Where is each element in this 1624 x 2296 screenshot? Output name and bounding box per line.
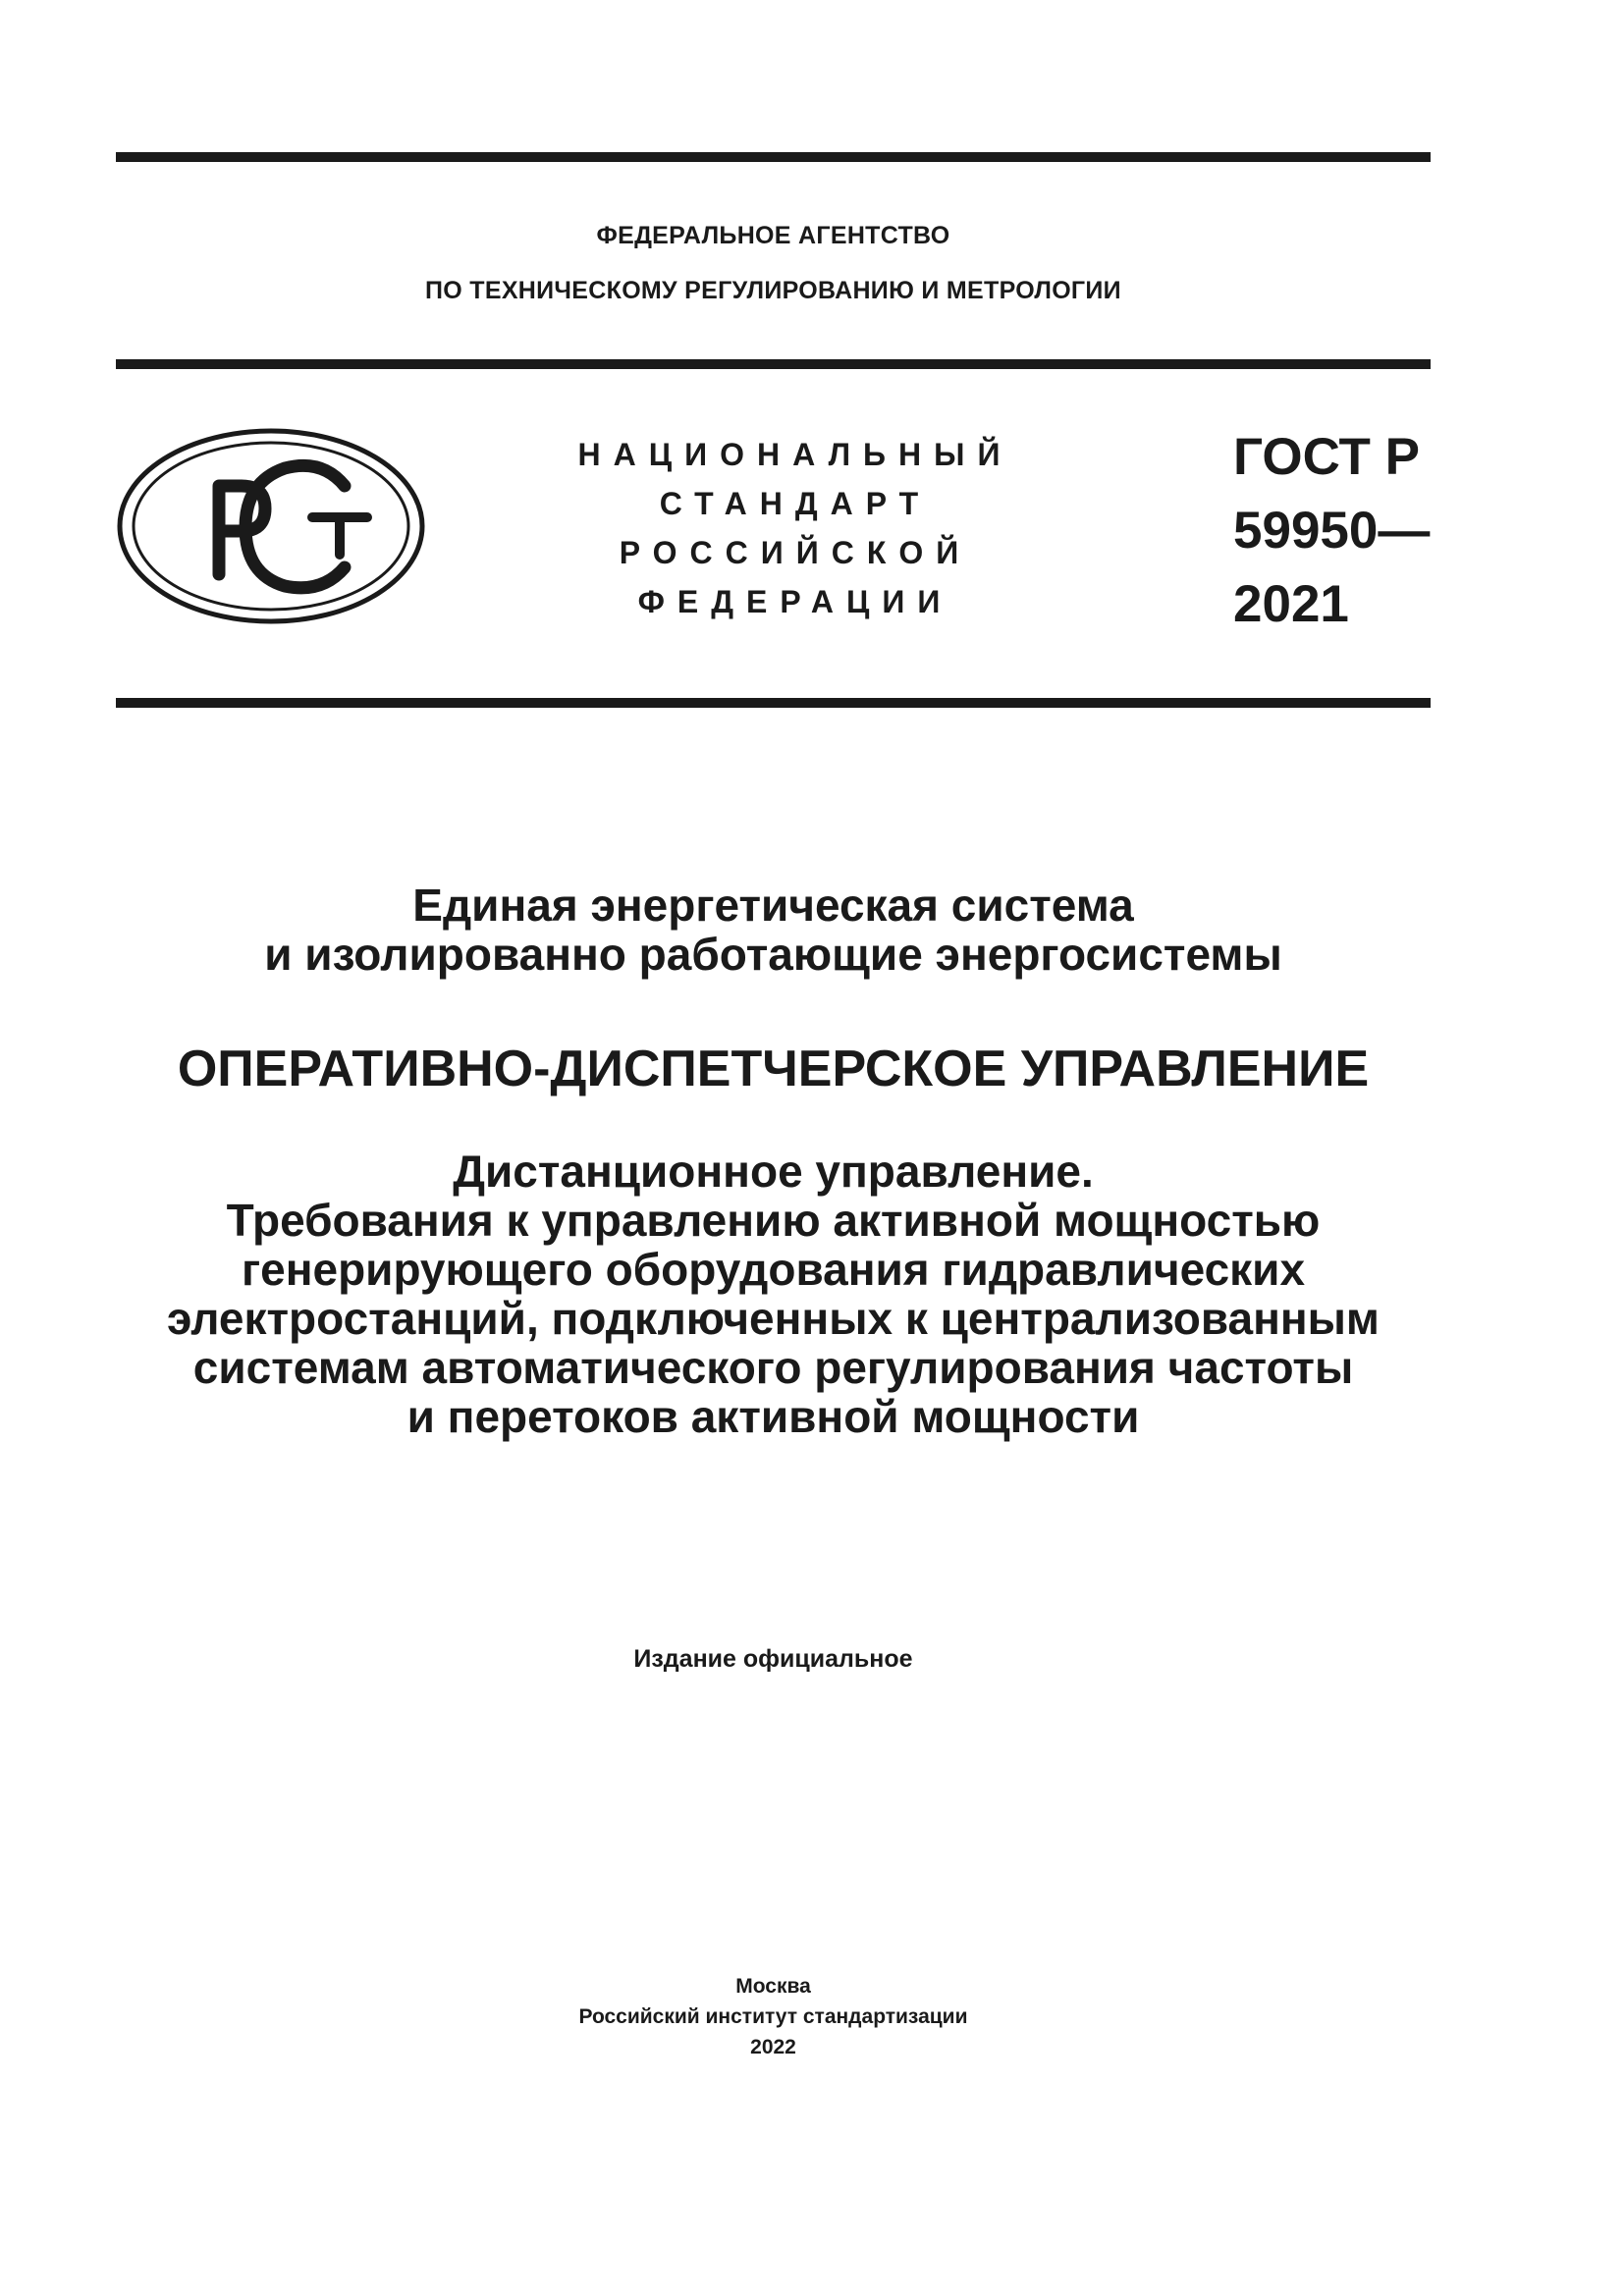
agency-name-line1: ФЕДЕРАЛЬНОЕ АГЕНТСТВО [596,222,950,249]
national-standard-label [550,430,1041,626]
national-standard-line: ФЕДЕРАЦИИ [637,584,953,619]
designation-line3: 2021 [1233,575,1349,633]
agency-name-line2: ПО ТЕХНИЧЕСКОМУ РЕГУЛИРОВАНИЮ И МЕТРОЛОГИИ [425,277,1121,304]
header-rule [116,359,1431,369]
imprint-publisher: Российский институт стандартизации [578,2005,968,2028]
top-rule [116,152,1431,162]
rst-certification-mark-icon [116,427,426,625]
imprint-year: 2022 [750,2036,796,2058]
document-main-title: ОПЕРАТИВНО-ДИСПЕТЧЕРСКОЕ УПРАВЛЕНИЕ [177,1041,1370,1097]
edition-label: Издание официальное [633,1645,913,1673]
header-bottom-rule [116,698,1431,708]
title-line: генерирующего оборудования гидравлических [241,1244,1306,1295]
title-line: системам автоматического регулирования частоты [192,1342,1354,1393]
title-line: и изолированно работающие энергосистемы [264,929,1282,980]
title-line: электростанций, подключенных к централизованным [167,1293,1380,1344]
title-subtitle-system [98,881,1448,979]
national-standard-line: РОССИЙСКОЙ [619,535,972,570]
title-line: и перетоков активной мощности [406,1391,1140,1442]
title-line: Дистанционное управление. [453,1146,1094,1197]
designation-line1: ГОСТ Р [1233,428,1420,486]
designation-line2: 59950— [1233,502,1431,560]
title-subtitle-scope [98,1147,1448,1441]
imprint [98,1971,1448,2062]
imprint-city: Москва [735,1975,811,1998]
title-line: Требования к управлению активной мощностью [226,1195,1321,1246]
title-line: Единая энергетическая система [412,880,1134,931]
national-standard-line: СТАНДАРТ [659,486,932,521]
national-standard-line: НАЦИОНАЛЬНЫЙ [577,437,1013,472]
standard-designation [1233,420,1430,641]
